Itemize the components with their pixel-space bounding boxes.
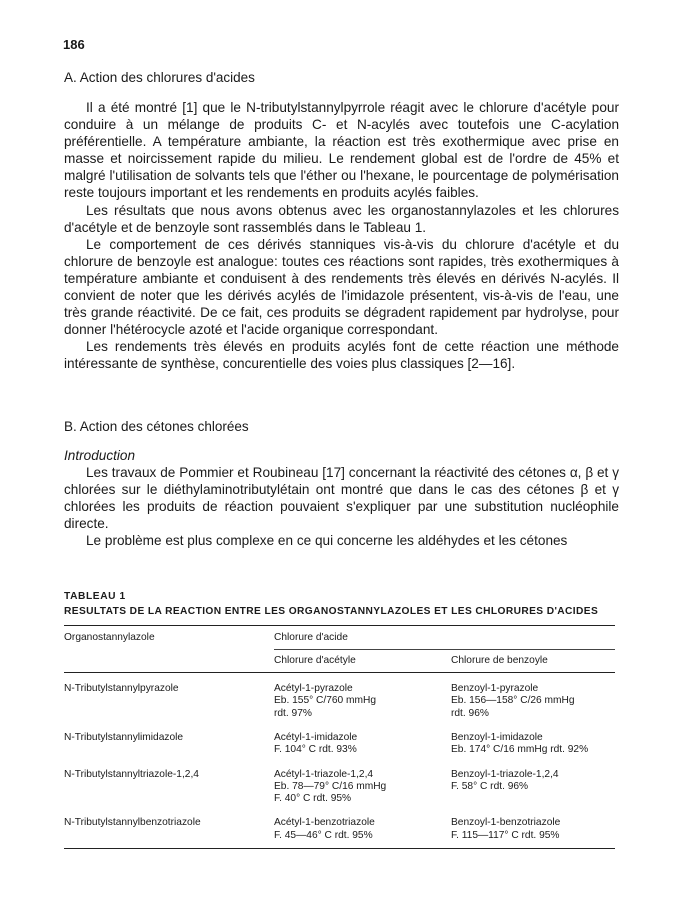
results-table-block <box>64 591 615 849</box>
benzoyl-product: Benzoyl-1-triazole-1,2,4 <box>451 768 559 780</box>
results-table <box>64 625 615 850</box>
paragraph: Les résultats que nous avons obtenus avec les organostannylazoles et les chlorures d'acétyle et de benzoyle sont rassemblés dans le Tableau 1. <box>64 202 619 235</box>
acetyl-property: F. 45—46° C rdt. 95% <box>274 829 373 841</box>
acetyl-product: Acétyl-1-triazole-1,2,4 <box>274 768 374 780</box>
acetyl-product: Acétyl-1-imidazole <box>274 731 358 743</box>
table-title: RESULTATS DE LA REACTION ENTRE LES ORGANOSTANNYLAZOLES ET LES CHLORURES D'ACIDES <box>64 606 599 617</box>
reactant-cell: N-Tributylstannylpyrazole <box>64 683 179 695</box>
section-a-body <box>64 99 619 373</box>
acetyl-property: Eb. 155° C/760 mmHg <box>274 695 377 707</box>
table-row <box>64 807 615 848</box>
benzoyl-property: Eb. 156—158° C/26 mmHg <box>451 695 575 707</box>
table-row <box>64 673 615 722</box>
table-row <box>64 759 615 808</box>
benzoyl-product: Benzoyl-1-imidazole <box>451 731 543 743</box>
benzoyl-yield: rdt. 96% <box>451 707 489 719</box>
paragraph: Le comportement de ces dérivés stanniques vis-à-vis du chlorure d'acétyle et du chlorure de benzoyle est analogue: toutes ces réactions sont rapides, très exothermiques à température ambiante et conduisent à des rendements très élevés en dérivés N-acylés. Il convient de noter que les dérivés acylés de l'imidazole présentent, vis-à-vis de l'eau, une très grande réactivité. De ce fait, ces produits se dégradent rapidement par hydrolyse, pour donner l'hétérocycle azoté et l'acide organique correspondant. <box>64 236 619 338</box>
subheading-introduction: Introduction <box>64 448 136 463</box>
page-number: 186 <box>63 37 85 52</box>
reactant-cell: N-Tributylstannylimidazole <box>64 731 184 743</box>
section-b-body <box>64 447 619 550</box>
acetyl-yield: rdt. 97% <box>274 707 312 719</box>
header-chlorure-benzoyle: Chlorure de benzoyle <box>451 649 615 672</box>
acetyl-product: Acétyl-1-pyrazole <box>274 683 353 695</box>
paragraph: Il a été montré [1] que le N-tributylstannylpyrrole réagit avec le chlorure d'acétyle pour conduire à un mélange de produits C- et N-acylés avec toutefois une C-acylation préférentielle. A température ambiante, la réaction est très exothermique avec prise en masse et noircissement rapide du milieu. Le rendement global est de l'ordre de 45% et malgré l'utilisation de solvants tels que l'éther ou l'hexane, le pourcentage de polymérisation reste toujours important et les rendements en produits acylés faibles. <box>64 100 619 201</box>
acetyl-property: F. 104° C rdt. 93% <box>274 744 357 756</box>
paragraph: Les rendements très élevés en produits acylés font de cette réaction une méthode intéressante de synthèse, concurentielle des voies plus classiques [2—16]. <box>64 339 619 372</box>
section-b-heading: B. Action des cétones chlorées <box>64 419 249 434</box>
reactant-cell: N-Tributylstannyltriazole-1,2,4 <box>64 768 199 780</box>
header-organostannylazole: Organostannylazole <box>64 631 155 643</box>
benzoyl-property: F. 115—117° C rdt. 95% <box>451 829 560 841</box>
paragraph: Les travaux de Pommier et Roubineau [17] concernant la réactivité des cétones α, β et γ chlorées sur le diéthylaminotributylétain ont montré que dans le cas des cétones β et γ chlorées les produits de réaction pouvaient s'expliquer par une substitution nucléophile directe. <box>64 465 619 532</box>
benzoyl-property: F. 58° C rdt. 96% <box>451 780 529 792</box>
acetyl-yield: F. 40° C rdt. 95% <box>274 793 352 805</box>
benzoyl-product: Benzoyl-1-pyrazole <box>451 683 539 695</box>
acetyl-property: Eb. 78—79° C/16 mmHg <box>274 780 387 792</box>
table-row <box>64 722 615 759</box>
table-label: TABLEAU 1 <box>64 591 126 602</box>
acetyl-product: Acétyl-1-benzotriazole <box>274 817 375 829</box>
benzoyl-product: Benzoyl-1-benzotriazole <box>451 817 561 829</box>
benzoyl-property: Eb. 174° C/16 mmHg rdt. 92% <box>451 744 589 756</box>
header-chlorure-acetyle: Chlorure d'acétyle <box>274 649 451 672</box>
header-chlorure-acide: Chlorure d'acide <box>274 631 348 643</box>
paragraph: Le problème est plus complexe en ce qui concerne les aldéhydes et les cétones <box>86 533 568 549</box>
reactant-cell: N-Tributylstannylbenzotriazole <box>64 817 201 829</box>
section-a-heading: A. Action des chlorures d'acides <box>64 70 255 85</box>
